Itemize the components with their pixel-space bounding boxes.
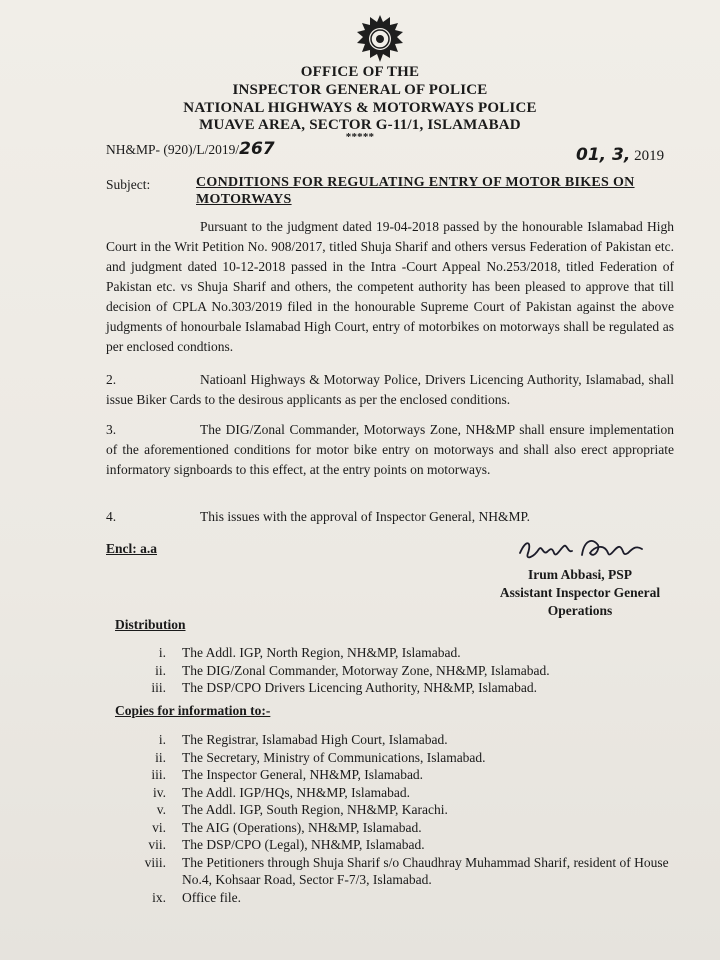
paragraph-1	[106, 217, 674, 357]
paragraph-3-text: The DIG/Zonal Commander, Motorways Zone, NH&MP shall ensure implementation of the aforementioned conditions for motor bike entry on motorways and shall also erect appropriate informatory signboards to this effect, at the entry points on motorways.	[106, 422, 674, 477]
inspector-general-title: INSPECTOR GENERAL OF POLICE	[232, 82, 488, 98]
organisation-name: NATIONAL HIGHWAYS & MOTORWAYS POLICE	[183, 100, 537, 116]
handwritten-signature	[512, 531, 662, 569]
paragraph-2	[106, 370, 674, 410]
letter-date	[576, 145, 664, 165]
copies-list	[118, 731, 698, 906]
header-stars: *****	[345, 131, 375, 143]
list-item: vii. The DSP/CPO (Legal), NH&MP, Islamabad.	[148, 837, 425, 852]
list-item: ii. The DIG/Zonal Commander, Motorway Zone, NH&MP, Islamabad.	[155, 662, 550, 678]
list-item: vi. The AIG (Operations), NH&MP, Islamabad.	[152, 819, 422, 835]
signatory-department: Operations	[547, 603, 613, 618]
list-item: iv. The Addl. IGP/HQs, NH&MP, Islamabad.	[153, 784, 410, 800]
paragraph-3-number: 3.	[106, 422, 117, 437]
paragraph-4-number: 4.	[106, 509, 117, 524]
list-item: ii. The Secretary, Ministry of Communications, Islamabad.	[155, 749, 486, 765]
office-title: OFFICE OF THE	[300, 64, 420, 80]
paragraph-3	[106, 420, 674, 480]
list-item: i. The Registrar, Islamabad High Court, Islamabad.	[158, 732, 448, 747]
reference-handwritten-number: 267	[239, 139, 275, 159]
distribution-list	[118, 644, 698, 697]
distribution-heading: Distribution	[115, 617, 186, 632]
date-year: 2019	[634, 148, 665, 164]
enclosure-label: Encl: a.a	[106, 541, 158, 556]
paragraph-4	[106, 507, 674, 527]
reference-number	[106, 139, 275, 159]
list-item: iii. The Inspector General, NH&MP, Islamabad.	[151, 767, 424, 782]
date-handwritten: 01, 3,	[576, 145, 631, 165]
reference-prefix: NH&MP- (920)/L/2019/	[106, 142, 240, 157]
copies-heading: Copies for information to:-	[115, 703, 271, 718]
paragraph-4-text: This issues with the approval of Inspector General, NH&MP.	[200, 509, 530, 524]
list-item: iii. The DSP/CPO Drivers Licencing Authority, NH&MP, Islamabad.	[151, 680, 537, 695]
signatory-title: Assistant Inspector General	[499, 585, 661, 600]
paragraph-2-number: 2.	[106, 372, 117, 387]
paragraph-1-text: Pursuant to the judgment dated 19-04-2018 passed by the honourable Islamabad High Court in the Writ Petition No. 908/2017, titled Shuja Sharif and others versus Federation of Pakistan etc. and judgment dated 10-12-2018 passed in the Intra -Court Appeal No.253/2018, titled Federation of Pakistan etc. vs Shuja Sharif and others, the competent authority has been pleased to approve that till decision of CPLA No.303/2019 filed in the honourable Supreme Court of Pakistan against the above judgments of honourbale Islamabad High Court, entry of motorbikes on motorways shall be regulated as per enclosed condtions.	[106, 219, 674, 354]
list-item: viii. The Petitioners through Shuja Sharif s/o Chaudhray Muhammad Sharif, resident of House No.4, Kohsaar Road, Sector F-7/3, Islamabad.	[144, 854, 669, 887]
paragraph-2-text: Natioanl Highways & Motorway Police, Drivers Licencing Authority, Islamabad, shall issue Biker Cards to the desirous applicants as per the enclosed conditions.	[106, 372, 674, 407]
police-emblem-icon	[355, 14, 405, 64]
subject-text: CONDITIONS FOR REGULATING ENTRY OF MOTOR BIKES ON MOTORWAYS	[196, 175, 635, 207]
list-item: i. The Addl. IGP, North Region, NH&MP, Islamabad.	[158, 645, 461, 660]
list-item: ix. Office file.	[152, 889, 241, 905]
subject-label: Subject:	[106, 177, 151, 192]
signatory-name: Irum Abbasi, PSP	[528, 567, 632, 582]
office-address: MUAVE AREA, SECTOR G-11/1, ISLAMABAD	[199, 117, 521, 133]
list-item: v. The Addl. IGP, South Region, NH&MP, Karachi.	[156, 802, 448, 817]
